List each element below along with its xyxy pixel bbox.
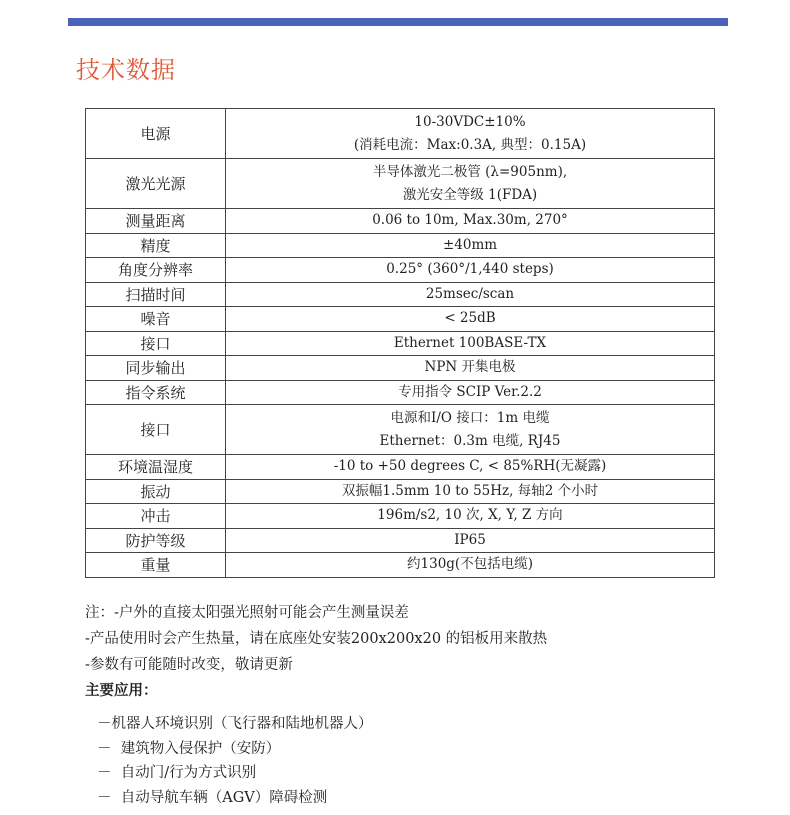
- spec-row: [86, 553, 715, 578]
- spec-value: [226, 405, 715, 455]
- applications-list: [97, 712, 373, 810]
- spec-value: [226, 307, 715, 332]
- spec-label: 噪音: [86, 307, 226, 332]
- page-title: 技术数据: [76, 56, 176, 84]
- spec-row: [86, 380, 715, 405]
- application-item: － 自动门/行为方式识别: [97, 765, 257, 781]
- application-item: － 自动导航车辆（AGV）障碍检测: [97, 789, 328, 806]
- spec-label: 激光光源: [86, 159, 226, 209]
- spec-value: [226, 479, 715, 504]
- spec-row: [86, 479, 715, 504]
- spec-value-line: 专用指令 SCIP Ver.2.2: [398, 383, 542, 400]
- spec-table: [85, 108, 715, 578]
- spec-value: [226, 109, 715, 159]
- spec-value: [226, 356, 715, 381]
- applications-heading: 主要应用：: [85, 683, 158, 699]
- spec-label: 电源: [86, 109, 226, 159]
- spec-label: 接口: [86, 331, 226, 356]
- spec-value-line: 电源和I/O 接口：1m 电缆: [390, 409, 550, 426]
- spec-label: 接口: [86, 405, 226, 455]
- spec-value-line: 0.25° (360°/1,440 steps): [386, 261, 554, 278]
- note-line: 注：-户外的直接太阳强光照射可能会产生测量误差: [85, 605, 409, 621]
- spec-value-line: Ethernet 100BASE-TX: [393, 334, 547, 351]
- spec-row: [86, 331, 715, 356]
- spec-label: 重量: [86, 553, 226, 578]
- spec-label: 振动: [86, 479, 226, 504]
- spec-label: 角度分辨率: [86, 258, 226, 283]
- application-item: － 建筑物入侵保护（安防）: [97, 740, 281, 757]
- note-line: -参数有可能随时改变，敬请更新: [85, 657, 293, 673]
- header-accent-bar: [68, 18, 728, 26]
- spec-value: [226, 528, 715, 553]
- spec-row: [86, 528, 715, 553]
- spec-value: [226, 455, 715, 480]
- spec-row: [86, 159, 715, 209]
- spec-value: [226, 553, 715, 578]
- spec-value-line: 半导体激光二极管 (λ=905nm),: [372, 163, 568, 180]
- spec-value-line: IP65: [454, 531, 486, 548]
- spec-value-line: 0.06 to 10m, Max.30m, 270°: [372, 212, 568, 229]
- spec-row: [86, 405, 715, 455]
- spec-label: 测量距离: [86, 209, 226, 234]
- spec-row: [86, 504, 715, 529]
- spec-row: [86, 356, 715, 381]
- spec-label: 精度: [86, 233, 226, 258]
- spec-value-line: 25msec/scan: [425, 285, 515, 302]
- spec-value-line: NPN 开集电极: [424, 359, 516, 376]
- spec-value-line: 196m/s2, 10 次, X, Y, Z 方向: [377, 507, 563, 524]
- spec-value: [226, 159, 715, 209]
- spec-value-line: 激光安全等级 1(FDA): [402, 186, 538, 203]
- spec-label: 环境温湿度: [86, 455, 226, 480]
- spec-label: 指令系统: [86, 380, 226, 405]
- spec-label: 扫描时间: [86, 282, 226, 307]
- spec-label: 防护等级: [86, 528, 226, 553]
- spec-label: 冲击: [86, 504, 226, 529]
- spec-row: [86, 258, 715, 283]
- application-item: －机器人环境识别（飞行器和陆地机器人）: [97, 716, 373, 732]
- spec-value: [226, 282, 715, 307]
- spec-value: [226, 233, 715, 258]
- spec-row: [86, 455, 715, 480]
- spec-row: [86, 233, 715, 258]
- note-line: -产品使用时会产生热量，请在底座处安装200x200x20 的铝板用来散热: [85, 631, 548, 647]
- spec-label: 同步输出: [86, 356, 226, 381]
- spec-row: [86, 209, 715, 234]
- notes-section: [85, 600, 547, 704]
- spec-value-line: 双振幅1.5mm 10 to 55Hz, 每轴2 个小时: [341, 482, 599, 499]
- spec-value: [226, 380, 715, 405]
- spec-row: [86, 307, 715, 332]
- spec-value: [226, 331, 715, 356]
- spec-value-line: ±40mm: [442, 236, 498, 253]
- spec-value-line: 约130g(不包括电缆): [407, 556, 533, 573]
- spec-value-line: < 25dB: [444, 310, 496, 327]
- spec-value-line: 10-30VDC±10%: [414, 113, 526, 130]
- spec-row: [86, 282, 715, 307]
- spec-value-line: -10 to +50 degrees C, < 85%RH(无凝露): [333, 458, 607, 475]
- spec-value: [226, 504, 715, 529]
- spec-row: [86, 109, 715, 159]
- spec-value-line: (消耗电流：Max:0.3A, 典型：0.15A): [353, 136, 587, 153]
- spec-value: [226, 209, 715, 234]
- spec-value-line: Ethernet：0.3m 电缆, RJ45: [379, 432, 561, 449]
- spec-value: [226, 258, 715, 283]
